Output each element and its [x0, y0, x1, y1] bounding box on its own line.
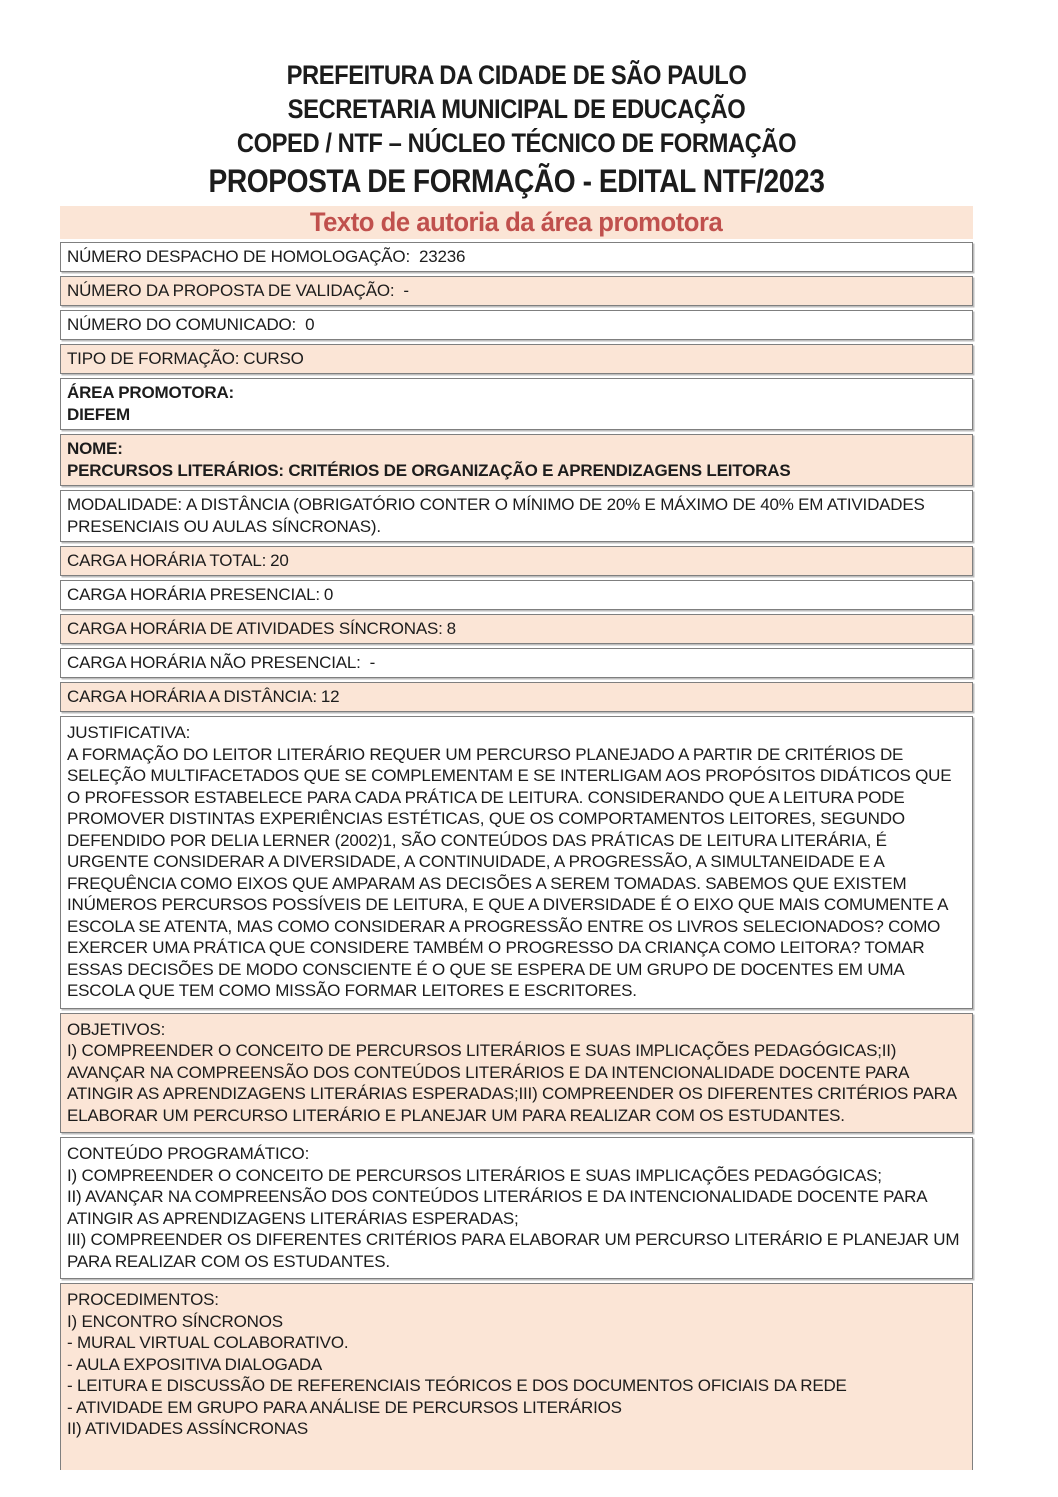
section-justificativa	[60, 716, 973, 1009]
field-label: CARGA HORÁRIA DE ATIVIDADES SÍNCRONAS:	[67, 619, 443, 638]
row-nome	[60, 434, 973, 486]
document-header	[60, 58, 973, 202]
document-content	[60, 58, 973, 1470]
field-value: 12	[320, 687, 340, 706]
row-numero-comunicado	[60, 310, 973, 340]
field-value: -	[369, 653, 376, 672]
field-value: CURSO	[243, 349, 304, 368]
field-label: NOME:	[67, 439, 123, 458]
section-label: PROCEDIMENTOS:	[67, 1290, 219, 1309]
field-label: NÚMERO DESPACHO DE HOMOLOGAÇÃO:	[67, 247, 410, 266]
field-value: 23236	[418, 247, 466, 266]
section-line: - LEITURA E DISCUSSÃO DE REFERENCIAIS TEÓRICOS E DOS DOCUMENTOS OFICIAIS DA REDE	[67, 1376, 847, 1395]
section-label: JUSTIFICATIVA:	[67, 723, 191, 742]
field-value: 8	[446, 619, 456, 638]
row-area-promotora	[60, 378, 973, 430]
section-line: I) ENCONTRO SÍNCRONOS	[67, 1311, 283, 1331]
section-line: I) COMPREENDER O CONCEITO DE PERCURSOS LITERÁRIOS E SUAS IMPLICAÇÕES PEDAGÓGICAS;	[67, 1165, 882, 1185]
field-label: TIPO DE FORMAÇÃO:	[67, 349, 240, 368]
field-label: ÁREA PROMOTORA:	[67, 383, 235, 402]
page-title: PROPOSTA DE FORMAÇÃO - EDITAL NTF/2023	[208, 163, 825, 199]
section-text: A FORMAÇÃO DO LEITOR LITERÁRIO REQUER UM PERCURSO PLANEJADO A PARTIR DE CRITÉRIOS DE SELEÇÃO MULTIFACETADOS QUE SE COMPLEMENTAM E SE INTERLIGAM AOS PROPÓSITOS DIDÁTICOS QUE O PROFESSOR ESTABELECE PARA CADA PRÁTICA DE LEITURA. CONSIDERANDO QUE A LEITURA PODE PROMOVER DISTINTAS EXPERIÊNCIAS ESTÉTICAS, QUE OS COMPORTAMENTOS LEITORES, SEGUNDO DEFENDIDO POR DELIA LERNER (2002)1, SÃO CONTEÚDOS DAS PRÁTICAS DE LEITURA LITERÁRIA, É URGENTE CONSIDERAR A DIVERSIDADE, A CONTINUIDADE, A PROGRESSÃO, A SIMULTANEIDADE E A FREQUÊNCIA COMO EIXOS QUE AMPARAM AS DECISÕES A SEREM TOMADAS. SABEMOS QUE EXISTEM INÚMEROS PERCURSOS POSSÍVEIS DE LEITURA, E QUE A DIVERSIDADE É O EIXO QUE MAIS COMUMENTE A ESCOLA SE ATENTA, MAS COMO CONSIDERAR A PROGRESSÃO ENTRE OS LIVROS SELECIONADOS? COMO EXERCER UMA PRÁTICA QUE CONSIDERE TAMBÉM O PROGRESSO DA CRIANÇA COMO LEITORA? TOMAR ESSAS DECISÕES DE MODO CONSCIENTE É O QUE SE ESPERA DE UM GRUPO DE DOCENTES EM UMA ESCOLA QUE TEM COMO MISSÃO FORMAR LEITORES E ESCRITORES.	[67, 744, 952, 1000]
row-tipo-formacao	[60, 344, 973, 374]
section-label: OBJETIVOS:	[67, 1019, 166, 1039]
header-line-prefeitura: PREFEITURA DA CIDADE DE SÃO PAULO	[286, 60, 747, 90]
header-line-coped: COPED / NTF – NÚCLEO TÉCNICO DE FORMAÇÃO	[236, 128, 797, 158]
field-label: CARGA HORÁRIA TOTAL:	[67, 551, 267, 570]
field-value: DIEFEM	[67, 405, 131, 424]
author-text-banner	[60, 206, 973, 239]
section-line: III) COMPREENDER OS DIFERENTES CRITÉRIOS PARA ELABORAR UM PERCURSO LITERÁRIO E PLANEJAR UM PARA REALIZAR COM OS ESTUDANTES.	[67, 1230, 960, 1271]
field-value: PERCURSOS LITERÁRIOS: CRITÉRIOS DE ORGANIZAÇÃO E APRENDIZAGENS LEITORAS	[67, 461, 791, 480]
section-line: II) AVANÇAR NA COMPREENSÃO DOS CONTEÚDOS LITERÁRIOS E DA INTENCIONALIDADE DOCENTE PARA ATINGIR AS APRENDIZAGENS LITERÁRIAS ESPERADAS;	[67, 1187, 927, 1228]
field-label: NÚMERO DO COMUNICADO:	[67, 315, 297, 334]
section-objetivos	[60, 1013, 973, 1134]
row-carga-distancia	[60, 682, 973, 712]
section-procedimentos	[60, 1283, 973, 1470]
field-value: A DISTÂNCIA (OBRIGATÓRIO CONTER O MÍNIMO DE 20% E MÁXIMO DE 40% EM ATIVIDADES PRESENCIAIS OU AULAS SÍNCRONAS).	[67, 495, 925, 536]
section-line: - MURAL VIRTUAL COLABORATIVO.	[67, 1333, 349, 1352]
field-label: CARGA HORÁRIA NÃO PRESENCIAL:	[67, 653, 361, 672]
field-value: 0	[323, 585, 334, 604]
section-text: I) COMPREENDER O CONCEITO DE PERCURSOS LITERÁRIOS E SUAS IMPLICAÇÕES PEDAGÓGICAS;II) AVANÇAR NA COMPREENSÃO DOS CONTEÚDOS LITERÁRIOS E DA INTENCIONALIDADE DOCENTE PARA ATINGIR AS APRENDIZAGENS LITERÁRIAS ESPERADAS;III) COMPREENDER OS DIFERENTES CRITÉRIOS PARA ELABORAR UM PERCURSO LITERÁRIO E PLANEJAR UM PARA REALIZAR COM OS ESTUDANTES.	[67, 1041, 956, 1125]
row-carga-sincronas	[60, 614, 973, 644]
section-label: CONTEÚDO PROGRAMÁTICO:	[67, 1144, 310, 1163]
row-carga-presencial	[60, 580, 973, 610]
row-numero-proposta	[60, 276, 973, 306]
field-label: MODALIDADE:	[67, 495, 182, 514]
section-line: II) ATIVIDADES ASSÍNCRONAS	[67, 1419, 309, 1438]
field-value: 20	[270, 551, 289, 570]
field-label: CARGA HORÁRIA PRESENCIAL:	[67, 585, 320, 604]
header-line-secretaria: SECRETARIA MUNICIPAL DE EDUCAÇÃO	[287, 94, 746, 124]
section-conteudo-programatico	[60, 1137, 973, 1279]
section-line: - AULA EXPOSITIVA DIALOGADA	[67, 1354, 323, 1374]
row-carga-total	[60, 546, 973, 576]
row-carga-nao-presencial	[60, 648, 973, 678]
row-numero-despacho	[60, 242, 973, 272]
field-value: 0	[305, 315, 315, 334]
field-label: NÚMERO DA PROPOSTA DE VALIDAÇÃO:	[67, 281, 395, 300]
field-label: CARGA HORÁRIA A DISTÂNCIA:	[67, 687, 317, 706]
banner-text: Texto de autoria da área promotora	[310, 207, 723, 237]
field-value: -	[403, 281, 409, 300]
row-modalidade	[60, 490, 973, 542]
section-line: - ATIVIDADE EM GRUPO PARA ANÁLISE DE PERCURSOS LITERÁRIOS	[67, 1397, 622, 1417]
